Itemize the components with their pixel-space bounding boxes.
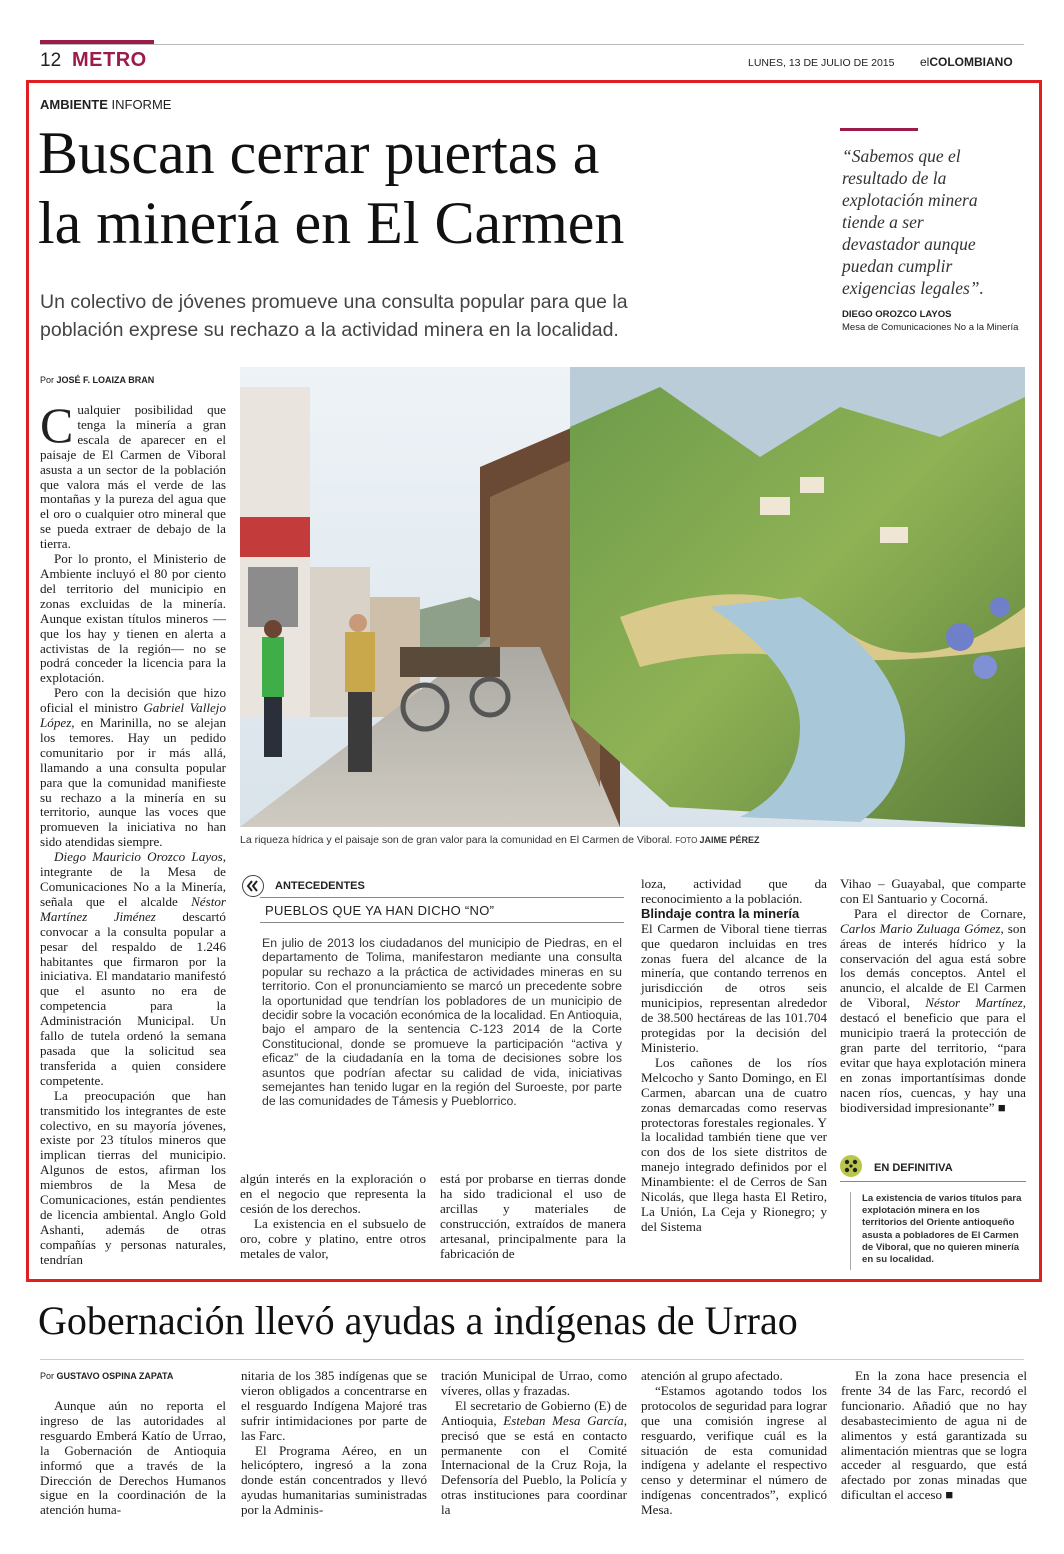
paragraph-text: ualquier posibilidad que tenga la minería a gran escala de aparecer en el paisaje de El Carmen de Viboral asusta a un sector de la población que valora más el verde de las montañas y la pureza del agua que el oro o cualquier otro mineral que se pueda extraer de debajo de la tierra. [40,402,226,552]
quote-role: Mesa de Comunicaciones No a la Minería [842,322,1019,333]
article-paragraph: Vihao – Guayabal, que comparte con El Santuario y Cocorná. [840,876,1026,906]
issue-date: LUNES, 13 DE JULIO DE 2015 [748,57,895,69]
article2-headline: Gobernación llevó ayudas a indígenas de Urrao [38,1298,798,1343]
article-paragraph: El Carmen de Viboral tiene tierras que quedaron incluidas en tres zonas fuera del alcance de la minería, que contando terrenos en jurisdicción de otros seis municipios, representan alrededor de 38.500 hectáreas de las 101.704 protegidas por la decisión del Ministerio. [641,920,827,1055]
article-paragraph [40,397,226,552]
article-kicker [40,97,171,112]
paragraph-text: , en Marinilla, no se alejan los temores. Hay un pedido comunitario por ir más allá, llamando a una consulta popular para que la comunidad manifieste su rechazo a la minería en su territorio, aunque las voces que promueven la iniciativa no han sido atendidas siempre. [40,715,226,850]
article-paragraph: Por lo pronto, el Ministerio de Ambiente incluyó el 80 por ciento del territorio del municipio en zonas excluidas de la minería. Aunque existan títulos mineros —que los hay y tienen en alerta a activistas de la región— no se podrá conceder la licencia para la explotación. [40,551,226,686]
quote-line: exigencias legales”. [842,278,984,298]
end-mark: ■ [945,1487,954,1503]
article-column-3 [440,1172,626,1261]
puzzle-icon [840,1155,862,1177]
article-column-5 [840,877,1026,1116]
article-paragraph: Aunque aún no reporta el ingreso de las autoridades al resguardo Emberá Katío de Urrao, la Gobernación de Antioquia informó que a través de la Dirección de Derechos Humanos sigue en la coordinación de la atención huma- [40,1398,226,1518]
article-byline [40,375,154,385]
section-subhead: Blindaje contra la minería [641,905,800,921]
box-rule [260,897,624,898]
photo-caption [240,834,760,846]
caption-text: La riqueza hídrica y el paisaje son de gran valor para la comunidad en El Carmen de Viboral. [240,834,673,846]
article-paragraph: atención al grupo afectado. [641,1368,783,1383]
pull-quote [842,145,984,299]
paragraph-text: descartó convocar a la consulta popular a pesar del respaldo de 1.246 habitantes que firmaron por la iniciativa. El mandatario manifestó que el asunto no era de competencia para la Administración Municipal. Un fallo de tutela ordenó la semana pasada que la solicitud sea transferida a quien considere competente. [40,908,226,1088]
paragraph-text: En la zona hace presencia el frente 34 de las Farc, recordó el funcionario. Añadió que no hay desabastecimiento de agua ni de alimentos y está garantizada su alimentación mientras que se logra acceder al resguardo, que está afectado por zonas minadas que dificultan el acceso [841,1368,1027,1503]
article-paragraph [40,686,226,850]
article2-column-5 [841,1369,1027,1503]
article-photo [240,367,1025,827]
definitiva-label: EN DEFINITIVA [874,1162,953,1174]
page-number: 12 [40,50,62,71]
drop-cap: C [40,397,74,453]
person-name: Néstor Martínez Jiménez [40,893,226,924]
kicker-section: AMBIENTE [40,97,108,112]
quote-line: devastador aunque [842,234,976,254]
article-paragraph: “Estamos agotando todos los protocolos de seguridad para lograr que una comisión ingrese al resguardo, verifique cuál es la situación de esta comunidad indígena y adelante el respectivo censo y determinar el número de indígenas concentrados”, explicó Mesa. [641,1382,827,1518]
article-paragraph: La preocupación que han transmitido los integrantes de este colectivo, en su mayoría jóvenes, existe por 23 títulos mineros que implican tierras del municipio. Algunos de estos, afirman los miembros de la Mesa de Comunicaciones, están pendientes de licencia ambiental. Anglo Gold Ashanti, además de otras compañías y personas naturales, tendrían [40,1087,226,1267]
paragraph-text: El secretario de Gobierno (E) de Antioquia, [441,1397,627,1428]
article-column-4 [641,877,827,1235]
byline-prefix: Por [40,1371,57,1381]
paragraph-text: , son áreas de interés hídrico y la conservación del agua está sobre los demás conceptos. Antel el anuncio, el alcalde de El Carmen de Viboral, [840,920,1026,1011]
article2-rule [40,1359,1024,1360]
article-paragraph: tración Municipal de Urrao, como víveres, ollas y frazadas. [441,1368,627,1398]
article-paragraph: Los cañones de los ríos Melcocho y Santo Domingo, en El Carmen, abarcan una de cuatro zonas demarcadas como reservas protectoras forestales regionales. Y la localidad también tiene que ver con dos de los siete distritos de manejo integrado definidos por el Minambiente: el de Cerros de San Nicolás, que llega hasta El Retiro, La Unión, La Ceja y Rionegro; y del Sistema [641,1054,827,1234]
article2-column-2 [241,1369,427,1518]
kicker-type: INFORME [107,97,172,112]
box-rule-2 [260,922,624,923]
paragraph-text: Pero con la decisión que hizo oficial el ministro [40,685,226,716]
dek-line-2: población exprese su rechazo a la actividad minera en la localidad. [40,319,619,341]
double-chevron-left-icon [243,876,263,896]
quote-line: tiende a ser [842,212,924,232]
paragraph-text: Para el director de Cornare, [854,905,1026,921]
byline-prefix: Por [40,375,57,385]
article-column-2 [240,1172,426,1261]
box-title: PUEBLOS QUE YA HAN DICHO “NO” [265,903,495,918]
definitiva-side-bar [850,1192,851,1270]
definitiva-rule [840,1181,1026,1182]
headline-line-2: la minería en El Carmen [38,190,625,256]
article-paragraph [40,850,226,1089]
quote-line: puedan cumplir [842,256,953,276]
article2-column-1 [40,1399,226,1518]
byline-name: JOSÉ F. LOAIZA BRAN [56,375,155,385]
headline-line-1: Buscan cerrar puertas a [38,120,600,186]
paragraph-text: , destacó el beneficio que para el municipio traerá la protección de gran parte del territorio, “para evitar que haya explotación minera en zonas importantísimas donde nacen ríos, cuencas, y hay una biodiversidad impresionante” [840,995,1026,1115]
person-name: Gabriel Vallejo López [40,700,226,731]
brand-name: COLOMBIANO [929,55,1013,69]
article2-column-3 [441,1369,627,1518]
definitiva-text: La existencia de varios títulos para explotación minera en los territorios del Oriente antioqueño asusta a pobladores de El Carmen de Viboral, que no quieren minería en su localidad. [862,1193,1022,1266]
definitiva-icon [840,1155,862,1177]
street-mural-photo [240,367,1025,827]
article-paragraph: está por probarse en tierras donde ha sido tradicional el uso de arcillas y materiales de construcción, extraídos de manera artesanal, principalmente para la fabricación de [440,1171,626,1261]
article-column-1 [40,397,226,1268]
brand-prefix: el [920,55,930,69]
article2-column-4 [641,1369,827,1518]
article-paragraph [841,1369,1027,1503]
quote-accent-bar [840,128,918,131]
article-paragraph: nitaria de los 385 indígenas que se vieron obligados a concentrarse en el resguardo Indígena Majoré tras sufrir intimidaciones por parte de las Farc. [241,1368,427,1443]
article-paragraph: El Programa Aéreo, en un helicóptero, ingresó a la zona donde están concentrados y llevó ayudas humanitarias suministradas por la Adminis- [241,1442,427,1518]
antecedentes-icon [242,875,264,897]
dek-line-1: Un colectivo de jóvenes promueve una consulta popular para que la [40,291,628,313]
article-paragraph [840,907,1026,1116]
masthead-brand [920,55,1013,69]
article-paragraph: La existencia en el subsuelo de oro, cobre y platino, entre otros metales de valor, [240,1215,426,1261]
quote-line: explotación minera [842,190,978,210]
quote-line: “Sabemos que el [842,146,961,166]
person-name: Diego Mauricio Orozco Layos [54,849,223,865]
quote-author: DIEGO OROZCO LAYOS [842,309,952,320]
paragraph-text: , precisó que se está en contacto permanente con el Comité Internacional de la Cruz Roja, la Defensoría del Pueblo, la Policía y otras instituciones para coordinar la [441,1412,627,1518]
article-paragraph: algún interés en la exploración o en el negocio que representa la cesión de los derechos. [240,1171,426,1216]
article-paragraph [441,1399,627,1518]
box-text: En julio de 2013 los ciudadanos del municipio de Piedras, en el departamento de Tolima, manifestaron mediante una consulta popular su rechazo a la práctica de actividades mineras en su territorio. Con el pronunciamiento se marcó un precedente sobre la oportunidad que tendrían los pobladores de un municipio de decidir sobre la vocación económica de la localidad. En Antioquia, bajo el amparo de la sentencia C-123 2014 de la Corte Constitucional, donde se promueve la participación “activa y eficaz” de la ciudadanía en la toma de decisiones sobre los asuntos que podrían afectar su calidad de vida, iniciativas semejantes han tenido lugar en la región del Suroeste, por parte de las comunidades de Támesis y Pueblorrico. [262,936,622,1109]
photo-credit: JAIME PÉREZ [699,835,760,845]
article-paragraph: loza, actividad que da reconocimiento a la población. [641,876,827,906]
section-name: METRO [72,49,147,71]
paragraph-text: , integrante de la Mesa de Comunicaciones No a la Minería, señala que el alcalde [40,849,226,909]
header-rule [40,44,1024,45]
person-name: Néstor Martínez [925,995,1023,1011]
person-name: Carlos Mario Zuluaga Gómez [840,920,1001,936]
article2-byline [40,1371,173,1381]
person-name: Esteban Mesa García [503,1412,624,1428]
quote-line: resultado de la [842,168,947,188]
byline-name: GUSTAVO OSPINA ZAPATA [56,1371,174,1381]
box-label: ANTECEDENTES [275,880,365,892]
photo-credit-label: FOTO [675,836,700,845]
end-mark: ■ [997,1099,1006,1115]
